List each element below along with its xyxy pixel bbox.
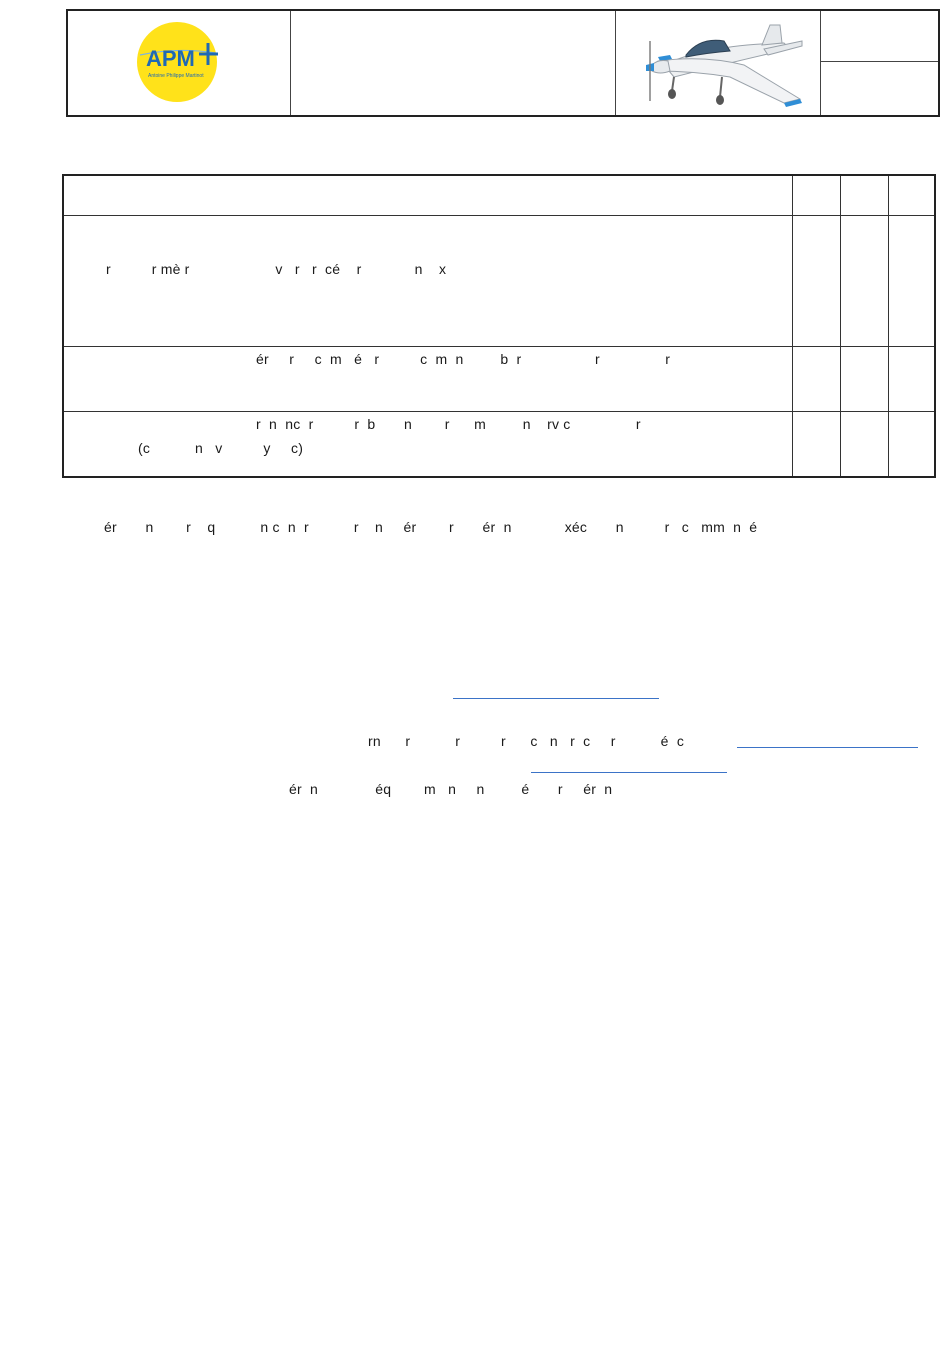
logo-wordmark: APM — [146, 46, 195, 71]
row-divider — [64, 346, 934, 347]
document-header — [66, 9, 940, 117]
table-row-2-text: ér r c m é r c m n b r r r — [256, 351, 671, 367]
column-divider — [840, 176, 841, 476]
table-row-3-text-line2: (c n v y c) — [138, 440, 304, 456]
body-line-b: ér n éq m n n é r ér n — [289, 781, 613, 797]
checklist-table — [62, 174, 936, 478]
apm-logo — [136, 21, 218, 103]
header-divider — [290, 11, 291, 115]
signature-line — [453, 698, 659, 699]
column-divider — [888, 176, 889, 476]
row-divider — [64, 215, 934, 216]
header-divider — [615, 11, 616, 115]
aircraft-illustration — [634, 19, 804, 107]
header-divider — [820, 61, 938, 62]
body-paragraph: ér n r q n c n r r n ér r ér n xéc n r c mm n é — [104, 519, 758, 535]
header-divider — [820, 11, 821, 115]
signature-line — [531, 772, 727, 773]
table-row-3-text: r n nc r r b n r m n rv c r — [256, 416, 641, 432]
signature-line — [737, 747, 918, 748]
body-line-a: rn r r r c n r c r é c — [368, 733, 685, 749]
row-divider — [64, 411, 934, 412]
column-divider — [792, 176, 793, 476]
logo-tagline: Antoine Philippe Martinot — [148, 73, 204, 79]
table-row-1-text: r r mè r v r r cé r n x — [106, 261, 447, 277]
